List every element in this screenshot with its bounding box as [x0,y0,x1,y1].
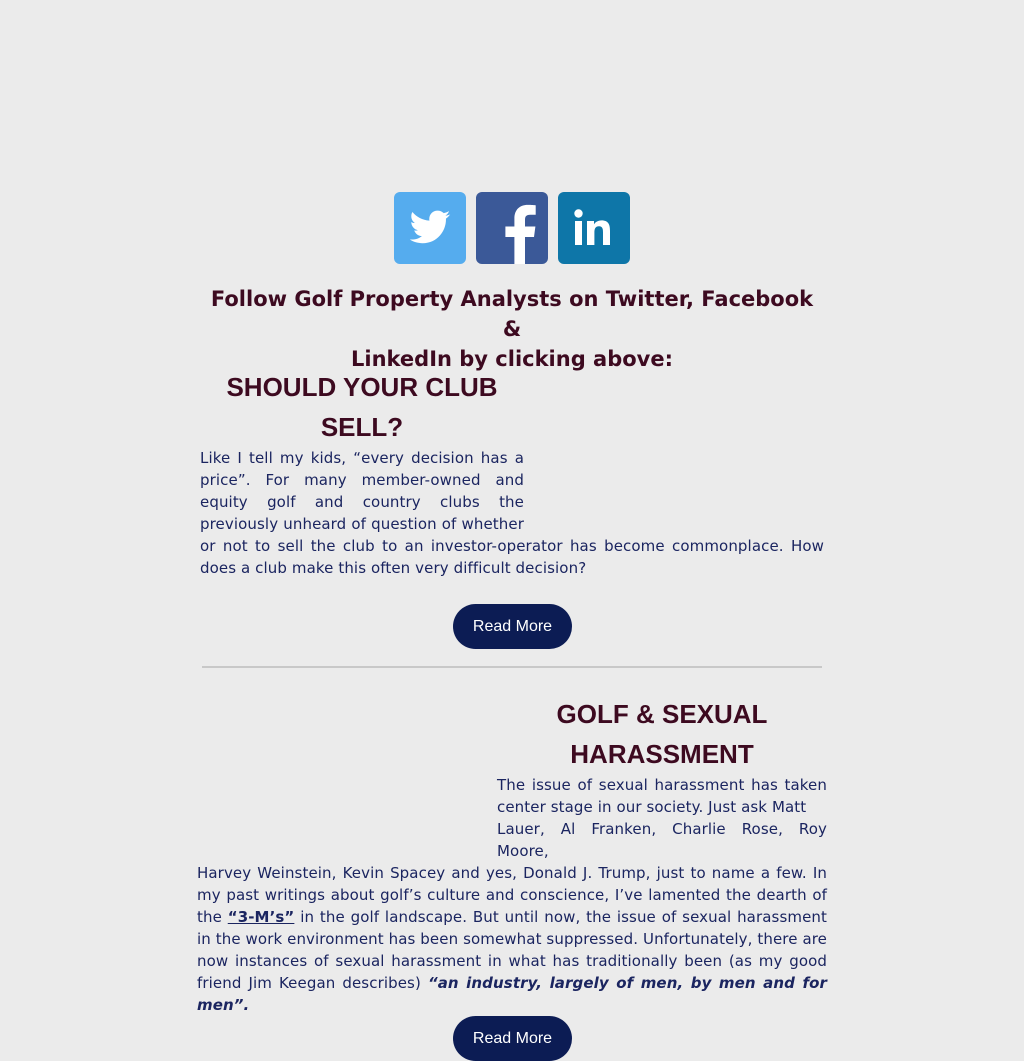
article-title-line-2: HARASSMENT [570,739,754,769]
article-title-line-1: GOLF & SEXUAL [556,699,768,729]
excerpt-line: The issue of sexual harassment has taken [497,776,827,794]
read-more-button[interactable]: Read More [453,604,572,649]
quote-text: “an industry, largely of men, by men and for [427,974,827,992]
excerpt-line: in the work environment has been somewhat suppressed. Unfortunately, there are [197,930,827,948]
excerpt-line: previously unheard of question of whether [200,515,524,533]
follow-line-2: LinkedIn by clicking above: [350,347,674,371]
follow-line-1: Follow Golf Property Analysts on Twitter, Facebook & [210,287,814,341]
excerpt-line: or not to sell the club to an investor-operator has become commonplace. How [200,537,824,555]
twitter-button[interactable] [394,192,466,264]
excerpt-text: in the golf landscape. But until now, the issue of sexual harassment [300,908,827,926]
read-more-button[interactable]: Read More [453,1016,572,1061]
excerpt-line [197,906,827,928]
three-ms-link[interactable]: “3-M’s” [227,908,295,926]
excerpt-line: price”. For many member-owned and [200,471,524,489]
quote-text: men”. [197,996,250,1014]
excerpt-line: equity golf and country clubs the [200,493,524,511]
facebook-icon [476,192,548,264]
article-excerpt [200,447,824,579]
excerpt-line: my past writings about golf’s culture and conscience, I’ve lamented the dearth of [197,886,827,904]
excerpt-line [197,972,827,994]
excerpt-line: Like I tell my kids, “every decision has a [200,449,524,467]
facebook-button[interactable] [476,192,548,264]
twitter-icon [408,206,452,250]
excerpt-line: Harvey Weinstein, Kevin Spacey and yes, Donald J. Trump, just to name a few. In [197,864,827,882]
article-title [200,367,524,447]
excerpt-line: does a club make this often very difficult decision? [200,559,587,577]
article-title-line-1: SHOULD YOUR CLUB [226,372,498,402]
linkedin-button[interactable] [558,192,630,264]
social-icons [394,192,630,264]
excerpt-line: Lauer, Al Franken, Charlie Rose, Roy Moore, [497,820,827,860]
excerpt-text: the [197,908,228,926]
linkedin-icon [570,204,618,252]
excerpt-text: friend Jim Keegan describes) [197,974,428,992]
excerpt-line: now instances of sexual harassment in what has traditionally been (as my good [197,952,827,970]
article-title [497,694,827,774]
follow-text [200,284,824,374]
excerpt-line: center stage in our society. Just ask Matt [497,798,807,816]
article-divider [202,666,822,668]
article-excerpt [197,774,827,1016]
article-title-line-2: SELL? [320,412,404,442]
